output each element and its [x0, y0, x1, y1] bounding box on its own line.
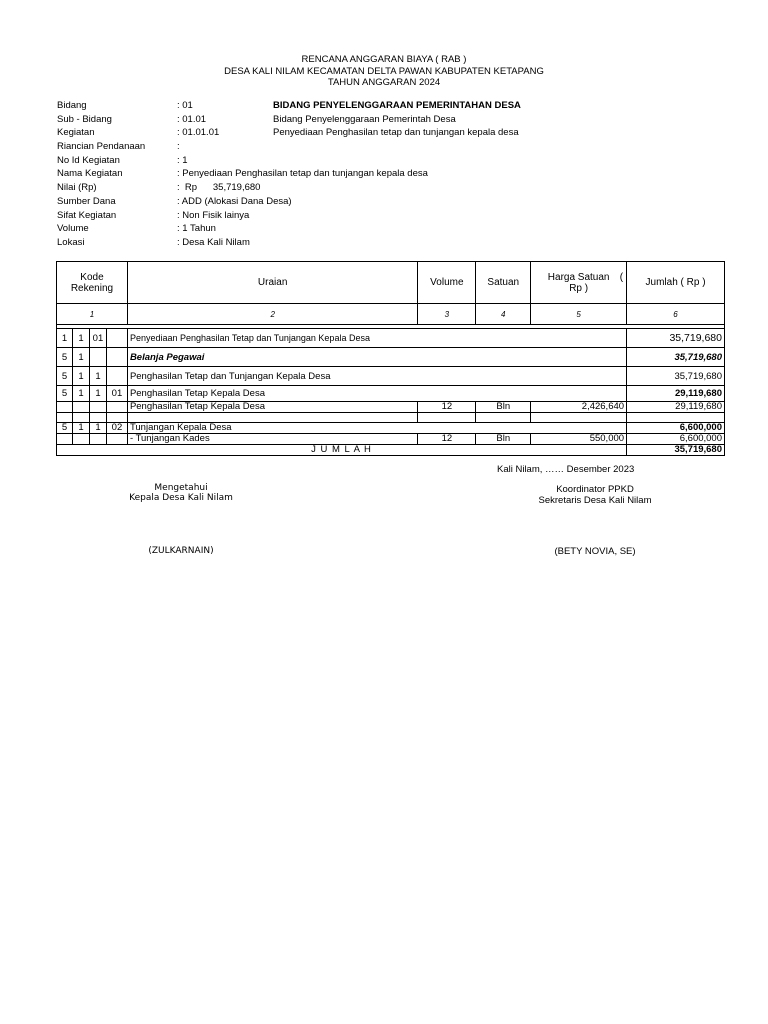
kode-cell: 1	[72, 329, 89, 348]
kode-cell: 01	[106, 386, 127, 402]
kode-cell: 1	[89, 367, 106, 386]
doc-title: RENCANA ANGGARAN BIAYA ( RAB )	[301, 54, 467, 65]
meta-value: : ADD (Alokasi Dana Desa)	[177, 195, 292, 207]
uraian-cell	[127, 413, 417, 423]
column-number-row	[57, 304, 725, 325]
jumlah-cell: 35,719,680	[627, 348, 725, 367]
signer-left-title	[101, 483, 261, 503]
meta-value: : Desa Kali Nilam	[177, 236, 250, 248]
total-value: 35,719,680	[627, 445, 725, 456]
table-row	[57, 434, 725, 445]
kode-cell	[106, 367, 127, 386]
kode-cell	[57, 402, 73, 413]
meta-label: Kegiatan	[57, 127, 95, 139]
signer-right-name: (BETY NOVIA, SE)	[554, 546, 636, 557]
uraian-cell: Penghasilan Tetap dan Tunjangan Kepala Desa	[127, 367, 626, 386]
meta-value: : 1	[177, 154, 188, 166]
satuan-cell: Bln	[476, 402, 531, 413]
kode-cell	[72, 434, 89, 445]
table-row	[57, 329, 725, 348]
col-number: 5	[531, 304, 627, 325]
col-number: 4	[476, 304, 531, 325]
header-harga-unit: Rp )	[569, 282, 589, 294]
satuan-cell	[476, 413, 531, 423]
place-date: Kali Nilam, …… Desember 2023	[497, 464, 635, 475]
table-row	[57, 413, 725, 423]
kode-cell: 5	[57, 348, 73, 367]
total-label: J U M L A H	[57, 445, 627, 456]
kode-cell: 1	[72, 423, 89, 434]
kode-cell: 5	[57, 423, 73, 434]
uraian-cell: Belanja Pegawai	[127, 348, 626, 367]
kode-cell: 1	[72, 348, 89, 367]
kode-cell	[106, 348, 127, 367]
table-row	[57, 348, 725, 367]
volume-cell: 12	[418, 402, 476, 413]
volume-cell	[418, 413, 476, 423]
meta-label: Sumber Dana	[57, 195, 116, 207]
uraian-cell: Penghasilan Tetap Kepala Desa	[127, 402, 417, 413]
kode-cell: 1	[89, 423, 106, 434]
kode-cell	[89, 348, 106, 367]
volume-cell: 12	[418, 434, 476, 445]
header-harga	[531, 262, 627, 304]
meta-label: Sub - Bidang	[57, 113, 112, 125]
kode-cell: 1	[72, 367, 89, 386]
signer-right-title1: Koordinator PPKD	[556, 484, 634, 495]
kode-cell	[89, 434, 106, 445]
kode-cell	[72, 413, 89, 423]
header-jumlah: Jumlah ( Rp )	[627, 262, 725, 304]
kode-cell	[106, 329, 127, 348]
table-row	[57, 367, 725, 386]
meta-value: : Non Fisik lainya	[177, 209, 250, 221]
kode-cell	[106, 402, 127, 413]
meta-value: : Penyediaan Penghasilan tetap dan tunjangan kepala desa	[177, 168, 428, 180]
harga-cell: 550,000	[531, 434, 627, 445]
kode-cell: 01	[89, 329, 106, 348]
signer-left-title1: Mengetahui	[154, 483, 208, 493]
table-header-row	[57, 262, 725, 304]
harga-cell: 2,426,640	[531, 402, 627, 413]
rab-table	[56, 261, 725, 456]
jumlah-cell: 6,600,000	[627, 423, 725, 434]
jumlah-cell: 29,119,680	[627, 402, 725, 413]
signer-right-title2: Sekretaris Desa Kali Nilam	[538, 495, 652, 506]
col-number: 2	[127, 304, 417, 325]
signer-right-title	[515, 484, 675, 506]
uraian-cell: Tunjangan Kepala Desa	[127, 423, 626, 434]
meta-value: : 1 Tahun	[177, 223, 216, 235]
signer-left-title2: Kepala Desa Kali Nilam	[129, 493, 233, 503]
kode-cell: 1	[72, 386, 89, 402]
signer-left-name: (ZULKARNAIN)	[148, 546, 214, 556]
meta-value: :	[177, 141, 180, 153]
header-kode: Kode Rekening	[57, 262, 128, 304]
meta-label: Sifat Kegiatan	[57, 209, 117, 221]
kode-cell: 5	[57, 386, 73, 402]
table-row	[57, 423, 725, 434]
kode-cell	[106, 413, 127, 423]
jumlah-cell	[627, 413, 725, 423]
meta-value: : 01	[177, 100, 193, 111]
doc-subtitle: DESA KALI NILAM KECAMATAN DELTA PAWAN KABUPATEN KETAPANG	[224, 66, 544, 77]
meta-label: Volume	[57, 223, 89, 235]
total-row	[57, 445, 725, 456]
meta-label: Nilai (Rp)	[57, 182, 97, 194]
header-satuan: Satuan	[476, 262, 531, 304]
kode-cell	[57, 434, 73, 445]
header-harga-label: Harga Satuan	[547, 271, 610, 283]
kode-cell: 1	[57, 329, 73, 348]
jumlah-cell: 29,119,680	[627, 386, 725, 402]
uraian-cell: Penyediaan Penghasilan Tetap dan Tunjangan Kepala Desa	[127, 329, 626, 348]
kode-cell: 5	[57, 367, 73, 386]
table-row	[57, 386, 725, 402]
kode-cell	[72, 402, 89, 413]
jumlah-cell: 35,719,680	[627, 329, 725, 348]
kode-cell	[106, 434, 127, 445]
col-number: 6	[627, 304, 725, 325]
meta-desc: Bidang Penyelenggaraan Pemerintah Desa	[273, 113, 456, 125]
meta-label: No Id Kegiatan	[57, 154, 120, 166]
meta-label: Lokasi	[57, 236, 85, 248]
meta-label: Riancian Pendanaan	[57, 141, 146, 153]
kode-cell	[57, 413, 73, 423]
meta-label: Bidang	[57, 100, 87, 111]
header-volume: Volume	[418, 262, 476, 304]
meta-value: : Rp 35,719,680	[177, 182, 261, 194]
uraian-cell: - Tunjangan Kades	[127, 434, 417, 445]
kode-cell	[89, 413, 106, 423]
header-uraian: Uraian	[127, 262, 417, 304]
kode-cell: 02	[106, 423, 127, 434]
meta-value: : 01.01	[177, 113, 207, 125]
meta-label: Nama Kegiatan	[57, 168, 123, 180]
meta-desc: BIDANG PENYELENGGARAAN PEMERINTAHAN DESA	[273, 100, 521, 111]
table-row	[57, 402, 725, 413]
header-harga-paren: (	[619, 272, 624, 283]
col-number: 3	[418, 304, 476, 325]
doc-year: TAHUN ANGGARAN 2024	[327, 77, 441, 88]
uraian-cell: Penghasilan Tetap Kepala Desa	[127, 386, 626, 402]
harga-cell	[531, 413, 627, 423]
col-number: 1	[57, 304, 128, 325]
jumlah-cell: 35,719,680	[627, 367, 725, 386]
satuan-cell: Bln	[476, 434, 531, 445]
kode-cell: 1	[89, 386, 106, 402]
meta-value: : 01.01.01	[177, 127, 220, 139]
meta-desc: Penyediaan Penghasilan tetap dan tunjangan kepala desa	[273, 127, 519, 139]
jumlah-cell: 6,600,000	[627, 434, 725, 445]
kode-cell	[89, 402, 106, 413]
